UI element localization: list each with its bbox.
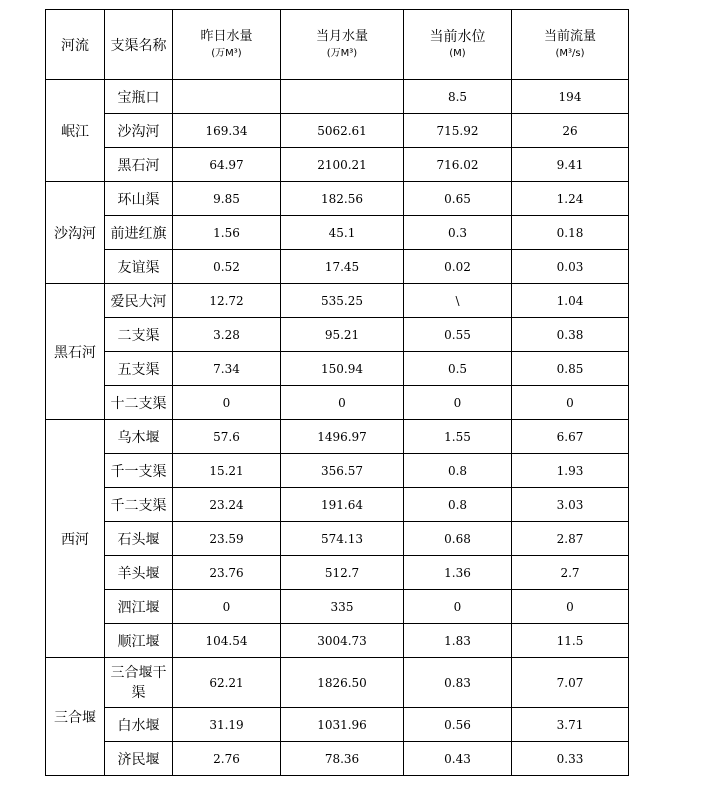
flow-rate-cell: 26 — [512, 114, 629, 148]
branch-name-cell: 千二支渠 — [105, 488, 173, 522]
branch-name-cell: 黑石河 — [105, 148, 173, 182]
water-data-table — [45, 9, 629, 776]
flow-rate-cell: 7.07 — [512, 658, 629, 708]
water-level-cell: 0 — [404, 386, 512, 420]
flow-rate-cell: 2.7 — [512, 556, 629, 590]
table-row — [46, 742, 629, 776]
header-yesterday — [173, 10, 281, 80]
water-level-cell: 1.83 — [404, 624, 512, 658]
month-volume-cell: 17.45 — [281, 250, 404, 284]
water-level-cell: 715.92 — [404, 114, 512, 148]
month-volume-cell: 3004.73 — [281, 624, 404, 658]
flow-rate-cell: 0.33 — [512, 742, 629, 776]
yesterday-volume-cell: 23.76 — [173, 556, 281, 590]
river-cell: 沙沟河 — [46, 182, 105, 284]
header-branch: 支渠名称 — [105, 10, 173, 80]
branch-name-cell: 前进红旗 — [105, 216, 173, 250]
branch-name-cell: 宝瓶口 — [105, 80, 173, 114]
branch-name-cell: 沙沟河 — [105, 114, 173, 148]
month-volume-cell: 182.56 — [281, 182, 404, 216]
river-cell: 西河 — [46, 420, 105, 658]
branch-name-cell: 二支渠 — [105, 318, 173, 352]
table-row — [46, 250, 629, 284]
branch-name-cell: 顺江堰 — [105, 624, 173, 658]
flow-rate-cell: 0.03 — [512, 250, 629, 284]
table-row — [46, 284, 629, 318]
water-level-cell: 0.65 — [404, 182, 512, 216]
header-level — [404, 10, 512, 80]
branch-name-cell: 乌木堰 — [105, 420, 173, 454]
table-row — [46, 182, 629, 216]
flow-rate-cell: 0 — [512, 386, 629, 420]
branch-name-cell: 十二支渠 — [105, 386, 173, 420]
yesterday-volume-cell: 169.34 — [173, 114, 281, 148]
month-volume-cell: 78.36 — [281, 742, 404, 776]
month-volume-cell: 5062.61 — [281, 114, 404, 148]
flow-rate-cell: 11.5 — [512, 624, 629, 658]
yesterday-volume-cell: 0.52 — [173, 250, 281, 284]
yesterday-volume-cell: 15.21 — [173, 454, 281, 488]
flow-rate-cell: 0.85 — [512, 352, 629, 386]
month-volume-cell: 1031.96 — [281, 708, 404, 742]
flow-rate-cell: 2.87 — [512, 522, 629, 556]
yesterday-volume-cell: 31.19 — [173, 708, 281, 742]
water-level-cell: 0.5 — [404, 352, 512, 386]
yesterday-volume-cell: 104.54 — [173, 624, 281, 658]
water-level-cell: 0.68 — [404, 522, 512, 556]
month-volume-cell: 535.25 — [281, 284, 404, 318]
branch-name-cell: 环山渠 — [105, 182, 173, 216]
month-volume-cell: 335 — [281, 590, 404, 624]
header-level-unit: (M) — [449, 47, 466, 59]
branch-name-cell: 石头堰 — [105, 522, 173, 556]
table-row — [46, 216, 629, 250]
flow-rate-cell: 0 — [512, 590, 629, 624]
branch-name-cell: 爱民大河 — [105, 284, 173, 318]
table-row — [46, 454, 629, 488]
month-volume-cell: 45.1 — [281, 216, 404, 250]
header-flow — [512, 10, 629, 80]
table-row — [46, 658, 629, 708]
yesterday-volume-cell: 0 — [173, 590, 281, 624]
table-row — [46, 318, 629, 352]
month-volume-cell: 574.13 — [281, 522, 404, 556]
month-volume-cell: 150.94 — [281, 352, 404, 386]
table-row — [46, 352, 629, 386]
yesterday-volume-cell: 3.28 — [173, 318, 281, 352]
branch-name-cell: 五支渠 — [105, 352, 173, 386]
table-row — [46, 708, 629, 742]
yesterday-volume-cell: 7.34 — [173, 352, 281, 386]
header-level-label: 当前水位 — [429, 28, 486, 45]
branch-name-cell: 泗江堰 — [105, 590, 173, 624]
yesterday-volume-cell: 1.56 — [173, 216, 281, 250]
flow-rate-cell: 6.67 — [512, 420, 629, 454]
header-river: 河流 — [46, 10, 105, 80]
header-yesterday-unit: (万M³) — [211, 47, 242, 59]
flow-rate-cell: 1.24 — [512, 182, 629, 216]
header-flow-label: 当前流量 — [543, 28, 596, 44]
yesterday-volume-cell: 2.76 — [173, 742, 281, 776]
month-volume-cell: 1496.97 — [281, 420, 404, 454]
yesterday-volume-cell: 0 — [173, 386, 281, 420]
header-yesterday-label: 昨日水量 — [200, 28, 253, 44]
table-row — [46, 114, 629, 148]
water-level-cell: \ — [404, 284, 512, 318]
header-flow-unit: (M³/s) — [555, 47, 585, 59]
table-row — [46, 488, 629, 522]
water-level-cell: 716.02 — [404, 148, 512, 182]
flow-rate-cell: 1.04 — [512, 284, 629, 318]
month-volume-cell: 1826.50 — [281, 658, 404, 708]
table-row — [46, 522, 629, 556]
month-volume-cell: 2100.21 — [281, 148, 404, 182]
month-volume-cell — [281, 80, 404, 114]
branch-name-cell: 济民堰 — [105, 742, 173, 776]
flow-rate-cell: 0.18 — [512, 216, 629, 250]
month-volume-cell: 512.7 — [281, 556, 404, 590]
water-level-cell: 0.55 — [404, 318, 512, 352]
flow-rate-cell: 0.38 — [512, 318, 629, 352]
header-month-label: 当月水量 — [315, 28, 368, 44]
water-level-cell: 0.8 — [404, 488, 512, 522]
month-volume-cell: 356.57 — [281, 454, 404, 488]
flow-rate-cell: 1.93 — [512, 454, 629, 488]
header-row — [46, 10, 629, 80]
water-level-cell: 1.55 — [404, 420, 512, 454]
yesterday-volume-cell: 23.24 — [173, 488, 281, 522]
branch-name-cell: 友谊渠 — [105, 250, 173, 284]
table-row — [46, 80, 629, 114]
water-level-cell: 0.43 — [404, 742, 512, 776]
month-volume-cell: 191.64 — [281, 488, 404, 522]
branch-name-cell: 羊头堰 — [105, 556, 173, 590]
flow-rate-cell: 9.41 — [512, 148, 629, 182]
water-level-cell: 0.02 — [404, 250, 512, 284]
table-row — [46, 624, 629, 658]
yesterday-volume-cell: 64.97 — [173, 148, 281, 182]
yesterday-volume-cell: 62.21 — [173, 658, 281, 708]
table-row — [46, 590, 629, 624]
yesterday-volume-cell — [173, 80, 281, 114]
water-level-cell: 0.3 — [404, 216, 512, 250]
water-level-cell: 0 — [404, 590, 512, 624]
flow-rate-cell: 194 — [512, 80, 629, 114]
flow-rate-cell: 3.03 — [512, 488, 629, 522]
table-row — [46, 420, 629, 454]
table-body — [46, 80, 629, 776]
water-level-cell: 8.5 — [404, 80, 512, 114]
water-level-cell: 0.8 — [404, 454, 512, 488]
branch-name-cell: 白水堰 — [105, 708, 173, 742]
yesterday-volume-cell: 23.59 — [173, 522, 281, 556]
river-cell: 黑石河 — [46, 284, 105, 420]
yesterday-volume-cell: 12.72 — [173, 284, 281, 318]
table-row — [46, 556, 629, 590]
month-volume-cell: 0 — [281, 386, 404, 420]
yesterday-volume-cell: 9.85 — [173, 182, 281, 216]
river-cell: 岷江 — [46, 80, 105, 182]
water-level-cell: 0.56 — [404, 708, 512, 742]
branch-name-cell: 千一支渠 — [105, 454, 173, 488]
table-row — [46, 148, 629, 182]
branch-name-cell: 三合堰干渠 — [105, 658, 173, 708]
header-month-unit: (万M³) — [326, 47, 358, 59]
river-cell: 三合堰 — [46, 658, 105, 776]
water-level-cell: 0.83 — [404, 658, 512, 708]
flow-rate-cell: 3.71 — [512, 708, 629, 742]
yesterday-volume-cell: 57.6 — [173, 420, 281, 454]
water-level-cell: 1.36 — [404, 556, 512, 590]
month-volume-cell: 95.21 — [281, 318, 404, 352]
header-month — [281, 10, 404, 80]
table-row — [46, 386, 629, 420]
